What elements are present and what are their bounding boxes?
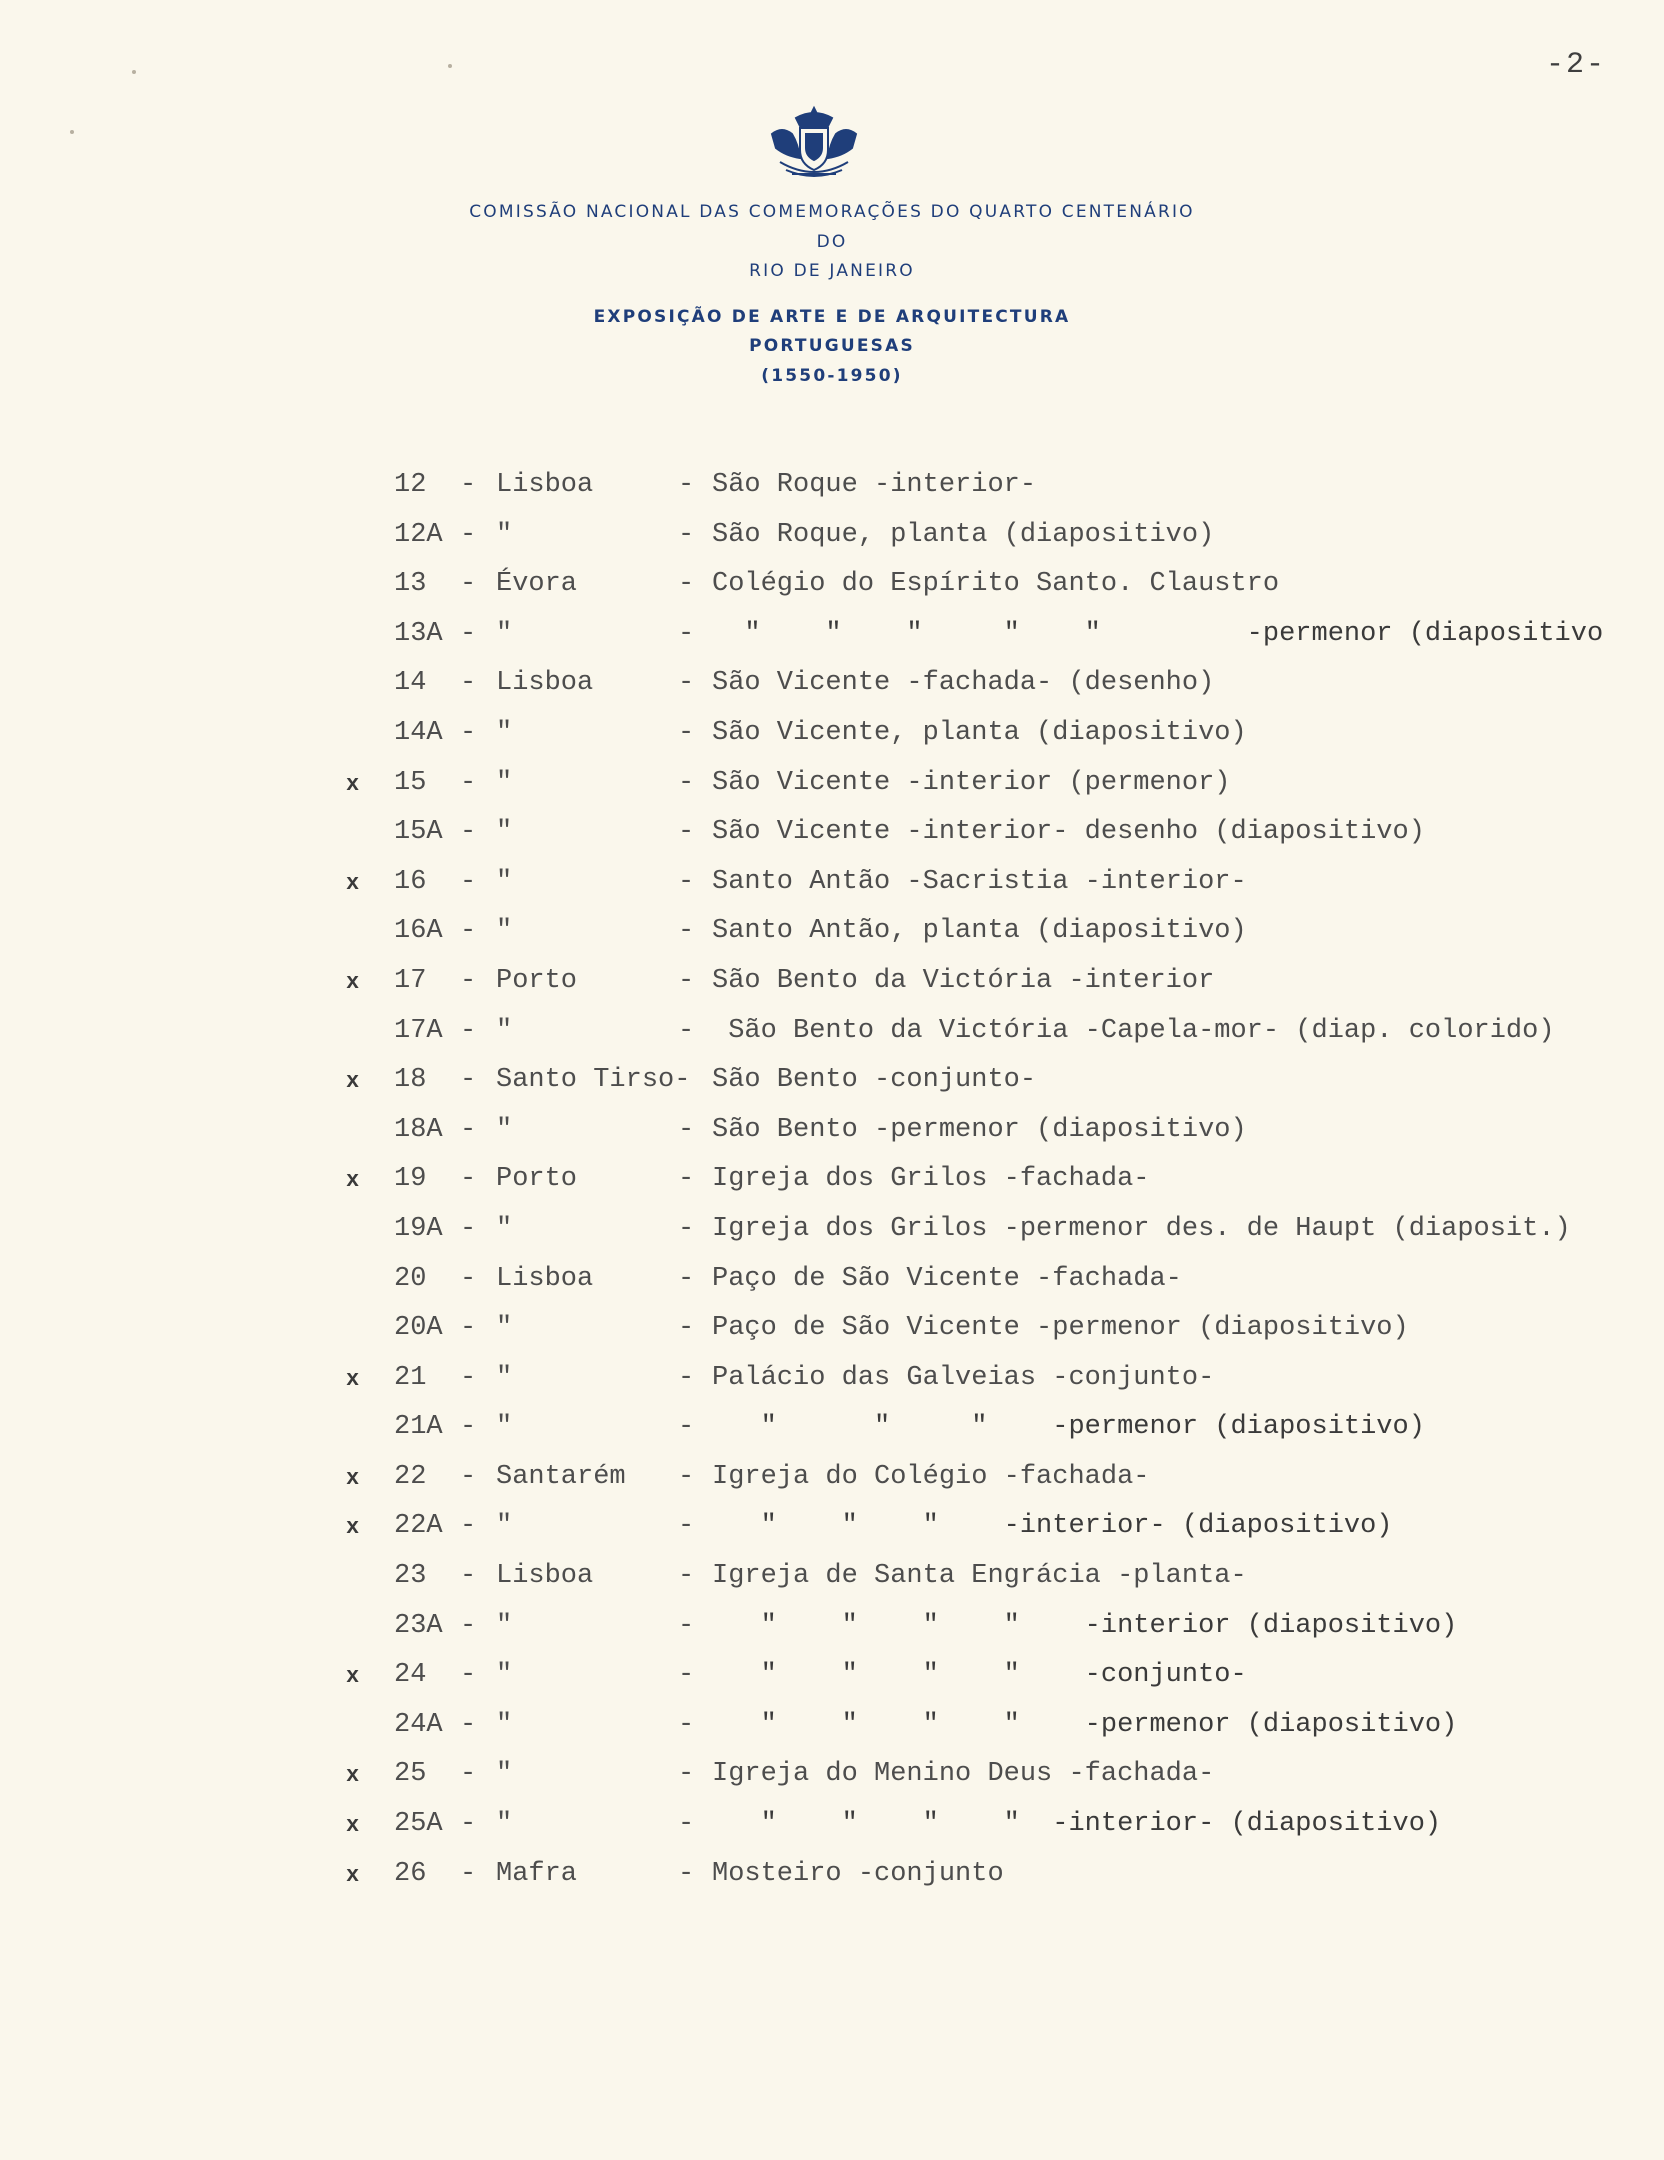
letterhead-line-4: EXPOSIÇÃO DE ARTE E DE ARQUITECTURA xyxy=(593,307,1071,327)
list-item xyxy=(0,520,1664,570)
coat-of-arms-icon xyxy=(766,104,862,184)
separator: - xyxy=(678,1164,695,1195)
entry-description: " " " " -permenor (diapositivo) xyxy=(712,1709,1458,1740)
separator: - xyxy=(460,1511,477,1542)
entry-mark: x xyxy=(346,969,360,995)
entry-place: Porto xyxy=(496,965,578,996)
separator: - xyxy=(678,1412,695,1443)
separator: - xyxy=(460,470,477,500)
separator: - xyxy=(678,569,695,600)
entry-place: " xyxy=(496,767,513,798)
entry-description: São Bento -conjunto- xyxy=(712,1065,1037,1096)
separator: - xyxy=(460,1164,477,1195)
entry-number: 18A xyxy=(394,1114,443,1145)
list-item xyxy=(0,1462,1664,1512)
entry-description: Igreja dos Grilos -permenor des. de Haupt (diaposit.) xyxy=(712,1213,1571,1244)
separator: - xyxy=(678,618,695,649)
list-item xyxy=(0,768,1664,818)
entry-place: Mafra xyxy=(496,1858,578,1889)
entry-place: Santo Tirso- xyxy=(496,1065,691,1096)
letterhead-line-1: COMISSÃO NACIONAL DAS COMEMORAÇÕES DO QUARTO CENTENÁRIO xyxy=(469,202,1195,222)
separator: - xyxy=(460,817,477,848)
list-item xyxy=(0,1511,1664,1561)
separator: - xyxy=(678,1114,695,1145)
separator: - xyxy=(678,1858,695,1889)
entry-number: 12 xyxy=(394,470,427,500)
entry-number: 23 xyxy=(394,1561,427,1592)
entry-number: 16 xyxy=(394,866,427,897)
separator: - xyxy=(678,1660,695,1691)
entry-place: " xyxy=(496,916,513,947)
entry-number: 25 xyxy=(394,1759,427,1790)
entry-description: Santo Antão, planta (diapositivo) xyxy=(712,916,1247,947)
separator: - xyxy=(460,1114,477,1145)
paper-speck xyxy=(448,64,452,68)
separator: - xyxy=(460,1065,477,1096)
entry-number: 25A xyxy=(394,1809,443,1840)
entry-place: " xyxy=(496,1809,513,1840)
separator: - xyxy=(678,817,695,848)
separator: - xyxy=(678,767,695,798)
entry-place: Santarém xyxy=(496,1461,626,1492)
separator: - xyxy=(678,1015,695,1046)
entry-description: São Roque -interior- xyxy=(712,470,1037,500)
entry-description: " " " -interior- (diapositivo) xyxy=(712,1511,1393,1542)
entry-mark: x xyxy=(346,1862,360,1888)
list-item xyxy=(0,470,1664,520)
entry-number: 24 xyxy=(394,1660,427,1691)
list-item xyxy=(0,1809,1664,1859)
entry-number: 19 xyxy=(394,1164,427,1195)
separator: - xyxy=(460,1858,477,1889)
separator: - xyxy=(460,1362,477,1393)
entry-place: " xyxy=(496,1412,513,1443)
separator: - xyxy=(460,965,477,996)
entry-number: 14A xyxy=(394,717,443,748)
entry-mark: x xyxy=(346,1465,360,1491)
entry-description: " " " " " -permenor (diapositivo xyxy=(712,618,1604,649)
entry-number: 26 xyxy=(394,1858,427,1889)
paper-speck xyxy=(132,70,136,74)
list-item xyxy=(0,718,1664,768)
entry-description: Paço de São Vicente -fachada- xyxy=(712,1263,1182,1294)
separator: - xyxy=(460,569,477,600)
separator: - xyxy=(678,668,695,699)
separator: - xyxy=(460,1610,477,1641)
entry-number: 15A xyxy=(394,817,443,848)
entry-number: 17 xyxy=(394,965,427,996)
list-item xyxy=(0,619,1664,669)
entry-number: 14 xyxy=(394,668,427,699)
page-number: -2- xyxy=(1546,48,1607,82)
list-item xyxy=(0,569,1664,619)
separator: - xyxy=(460,1660,477,1691)
letterhead-line-2: DO xyxy=(816,232,848,252)
list-item xyxy=(0,1561,1664,1611)
separator: - xyxy=(460,1709,477,1740)
entry-number: 20A xyxy=(394,1313,443,1344)
entry-place: " xyxy=(496,519,513,550)
entry-number: 21A xyxy=(394,1412,443,1443)
entry-number: 13A xyxy=(394,618,443,649)
separator: - xyxy=(460,668,477,699)
separator: - xyxy=(460,1015,477,1046)
separator: - xyxy=(460,866,477,897)
entry-mark: x xyxy=(346,1664,360,1690)
separator: - xyxy=(678,916,695,947)
list-item xyxy=(0,1164,1664,1214)
separator: - xyxy=(460,916,477,947)
entry-description: Paço de São Vicente -permenor (diapositivo) xyxy=(712,1313,1409,1344)
list-item xyxy=(0,1363,1664,1413)
entry-description: Igreja do Colégio -fachada- xyxy=(712,1461,1150,1492)
list-item xyxy=(0,1859,1664,1909)
entry-number: 20 xyxy=(394,1263,427,1294)
paper-speck xyxy=(70,130,74,134)
entry-mark: x xyxy=(346,1515,360,1541)
entry-place: Lisboa xyxy=(496,668,594,699)
entry-description: São Vicente -interior- desenho (diapositivo) xyxy=(712,817,1425,848)
entry-place: Évora xyxy=(496,569,578,600)
entry-description: Mosteiro -conjunto xyxy=(712,1858,1004,1889)
separator: - xyxy=(678,1511,695,1542)
entry-place: " xyxy=(496,1660,513,1691)
entry-place: " xyxy=(496,1610,513,1641)
separator: - xyxy=(678,1461,695,1492)
entry-description: São Vicente -fachada- (desenho) xyxy=(712,668,1215,699)
entry-number: 16A xyxy=(394,916,443,947)
separator: - xyxy=(678,1709,695,1740)
list-item xyxy=(0,1710,1664,1760)
entry-number: 19A xyxy=(394,1213,443,1244)
entry-number: 15 xyxy=(394,767,427,798)
separator: - xyxy=(460,519,477,550)
letterhead-line-6: (1550-1950) xyxy=(761,366,903,386)
separator: - xyxy=(460,618,477,649)
entry-place: " xyxy=(496,1709,513,1740)
entry-description: Igreja de Santa Engrácia -planta- xyxy=(712,1561,1247,1592)
list-item xyxy=(0,1611,1664,1661)
entry-mark: x xyxy=(346,1813,360,1839)
entry-description: " " " -permenor (diapositivo) xyxy=(712,1412,1425,1443)
separator: - xyxy=(678,1313,695,1344)
entry-description: " " " " -interior (diapositivo) xyxy=(712,1610,1458,1641)
list-item xyxy=(0,1016,1664,1066)
separator: - xyxy=(460,1263,477,1294)
entry-place: Lisboa xyxy=(496,1561,594,1592)
separator: - xyxy=(460,1412,477,1443)
entry-description: Santo Antão -Sacristia -interior- xyxy=(712,866,1247,897)
entry-place: " xyxy=(496,717,513,748)
list-item xyxy=(0,1264,1664,1314)
separator: - xyxy=(678,1759,695,1790)
letterhead-line-5: PORTUGUESAS xyxy=(749,336,915,356)
entry-description: São Roque, planta (diapositivo) xyxy=(712,519,1215,550)
list-item xyxy=(0,867,1664,917)
list-item xyxy=(0,916,1664,966)
entry-description: São Bento da Victória -interior xyxy=(712,965,1215,996)
inventory-list xyxy=(0,470,1664,1908)
entry-place: Lisboa xyxy=(496,470,594,500)
list-item xyxy=(0,966,1664,1016)
entry-number: 22 xyxy=(394,1461,427,1492)
separator: - xyxy=(678,965,695,996)
entry-place: " xyxy=(496,1759,513,1790)
entry-place: " xyxy=(496,866,513,897)
separator: - xyxy=(678,519,695,550)
entry-place: " xyxy=(496,1213,513,1244)
separator: - xyxy=(460,1313,477,1344)
entry-description: São Vicente -interior (permenor) xyxy=(712,767,1231,798)
entry-place: Porto xyxy=(496,1164,578,1195)
entry-number: 22A xyxy=(394,1511,443,1542)
entry-description: Colégio do Espírito Santo. Claustro xyxy=(712,569,1280,600)
letterhead-line-3: RIO DE JANEIRO xyxy=(749,261,915,281)
entry-description: Igreja do Menino Deus -fachada- xyxy=(712,1759,1215,1790)
list-item xyxy=(0,668,1664,718)
separator: - xyxy=(460,1809,477,1840)
entry-place: " xyxy=(496,618,513,649)
entry-number: 12A xyxy=(394,519,443,550)
entry-mark: x xyxy=(346,1366,360,1392)
entry-number: 18 xyxy=(394,1065,427,1096)
separator: - xyxy=(460,717,477,748)
list-item xyxy=(0,1115,1664,1165)
entry-description: Palácio das Galveias -conjunto- xyxy=(712,1362,1215,1393)
entry-place: " xyxy=(496,1015,513,1046)
entry-description: São Bento da Victória -Capela-mor- (diap. colorido) xyxy=(712,1015,1555,1046)
entry-number: 24A xyxy=(394,1709,443,1740)
separator: - xyxy=(678,717,695,748)
list-item xyxy=(0,1065,1664,1115)
entry-mark: x xyxy=(346,1168,360,1194)
entry-mark: x xyxy=(346,1763,360,1789)
separator: - xyxy=(678,470,695,500)
entry-number: 17A xyxy=(394,1015,443,1046)
separator: - xyxy=(678,1561,695,1592)
list-item xyxy=(0,1313,1664,1363)
separator: - xyxy=(678,1362,695,1393)
entry-place: Lisboa xyxy=(496,1263,594,1294)
separator: - xyxy=(678,1263,695,1294)
separator: - xyxy=(460,1213,477,1244)
entry-place: " xyxy=(496,1362,513,1393)
entry-place: " xyxy=(496,1511,513,1542)
entry-description: São Bento -permenor (diapositivo) xyxy=(712,1114,1247,1145)
list-item xyxy=(0,1214,1664,1264)
entry-place: " xyxy=(496,1313,513,1344)
entry-description: " " " " -conjunto- xyxy=(712,1660,1247,1691)
separator: - xyxy=(460,1561,477,1592)
entry-number: 13 xyxy=(394,569,427,600)
entry-number: 21 xyxy=(394,1362,427,1393)
entry-place: " xyxy=(496,817,513,848)
separator: - xyxy=(678,1809,695,1840)
separator: - xyxy=(678,1213,695,1244)
list-item xyxy=(0,817,1664,867)
entry-place: " xyxy=(496,1114,513,1145)
entry-description: " " " " -interior- (diapositivo) xyxy=(712,1809,1442,1840)
entry-number: 23A xyxy=(394,1610,443,1641)
separator: - xyxy=(678,1610,695,1641)
separator: - xyxy=(460,1759,477,1790)
separator: - xyxy=(460,1461,477,1492)
list-item xyxy=(0,1412,1664,1462)
entry-mark: x xyxy=(346,870,360,896)
entry-description: São Vicente, planta (diapositivo) xyxy=(712,717,1247,748)
entry-mark: x xyxy=(346,771,360,797)
list-item xyxy=(0,1660,1664,1710)
entry-description: Igreja dos Grilos -fachada- xyxy=(712,1164,1150,1195)
separator: - xyxy=(460,767,477,798)
separator: - xyxy=(678,866,695,897)
list-item xyxy=(0,1759,1664,1809)
entry-mark: x xyxy=(346,1069,360,1095)
